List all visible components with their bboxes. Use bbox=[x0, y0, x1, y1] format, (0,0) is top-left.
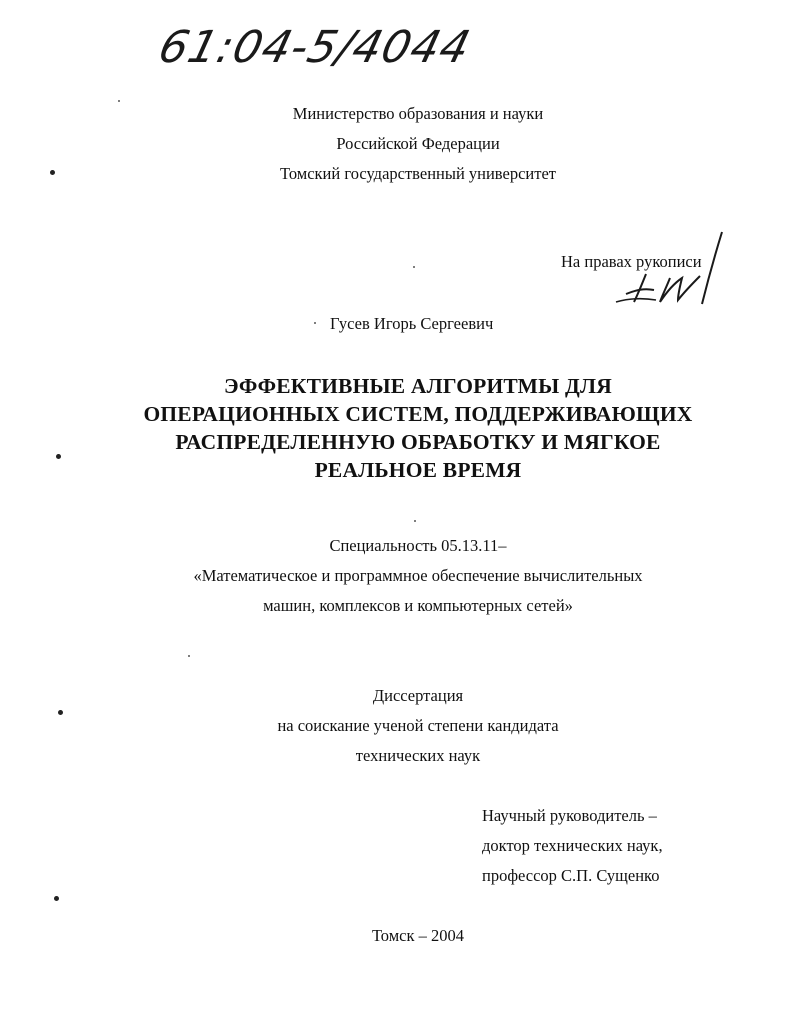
title-line-3: РАСПРЕДЕЛЕННУЮ ОБРАБОТКУ И МЯГКОЕ bbox=[175, 430, 661, 454]
supervisor-label: Научный руководитель – bbox=[482, 806, 657, 825]
manuscript-note: На правах рукописи bbox=[561, 252, 702, 271]
city-year: Томск – 2004 bbox=[371, 926, 465, 945]
scan-speck bbox=[118, 100, 120, 102]
specialty-code: Специальность 05.13.11– bbox=[329, 536, 507, 555]
binding-hole-mark bbox=[50, 170, 55, 175]
dissertation-label: Диссертация bbox=[372, 686, 464, 705]
scan-speck bbox=[414, 520, 416, 522]
ministry-line-1: Министерство образования и науки bbox=[292, 104, 544, 123]
supervisor-degree: доктор технических наук, bbox=[482, 836, 663, 855]
supervisor-name: профессор С.П. Сущенко bbox=[482, 866, 660, 885]
author-name: Гусев Игорь Сергеевич bbox=[330, 314, 494, 333]
scan-speck bbox=[188, 655, 190, 657]
binding-hole-mark bbox=[54, 896, 59, 901]
scan-speck bbox=[314, 322, 316, 324]
degree-line-2: технических наук bbox=[355, 746, 481, 765]
handwritten-signature bbox=[610, 228, 730, 310]
title-line-1: ЭФФЕКТИВНЫЕ АЛГОРИТМЫ ДЛЯ bbox=[224, 374, 612, 398]
degree-line-1: на соискание ученой степени кандидата bbox=[277, 716, 559, 735]
title-line-2: ОПЕРАЦИОННЫХ СИСТЕМ, ПОДДЕРЖИВАЮЩИХ bbox=[143, 402, 693, 426]
scan-speck bbox=[413, 266, 415, 268]
ministry-line-2: Российской Федерации bbox=[336, 134, 500, 153]
university-name: Томский государственный университет bbox=[280, 164, 556, 183]
specialty-name-line-2: машин, комплексов и компьютерных сетей» bbox=[263, 596, 573, 615]
title-line-4: РЕАЛЬНОЕ ВРЕМЯ bbox=[314, 458, 522, 482]
specialty-name-line-1: «Математическое и программное обеспечение вычислительных bbox=[193, 566, 643, 585]
binding-hole-mark bbox=[56, 454, 61, 459]
binding-hole-mark bbox=[58, 710, 63, 715]
dissertation-title bbox=[0, 372, 796, 484]
handwritten-catalog-number: 61:04-5/4044 bbox=[153, 22, 476, 73]
